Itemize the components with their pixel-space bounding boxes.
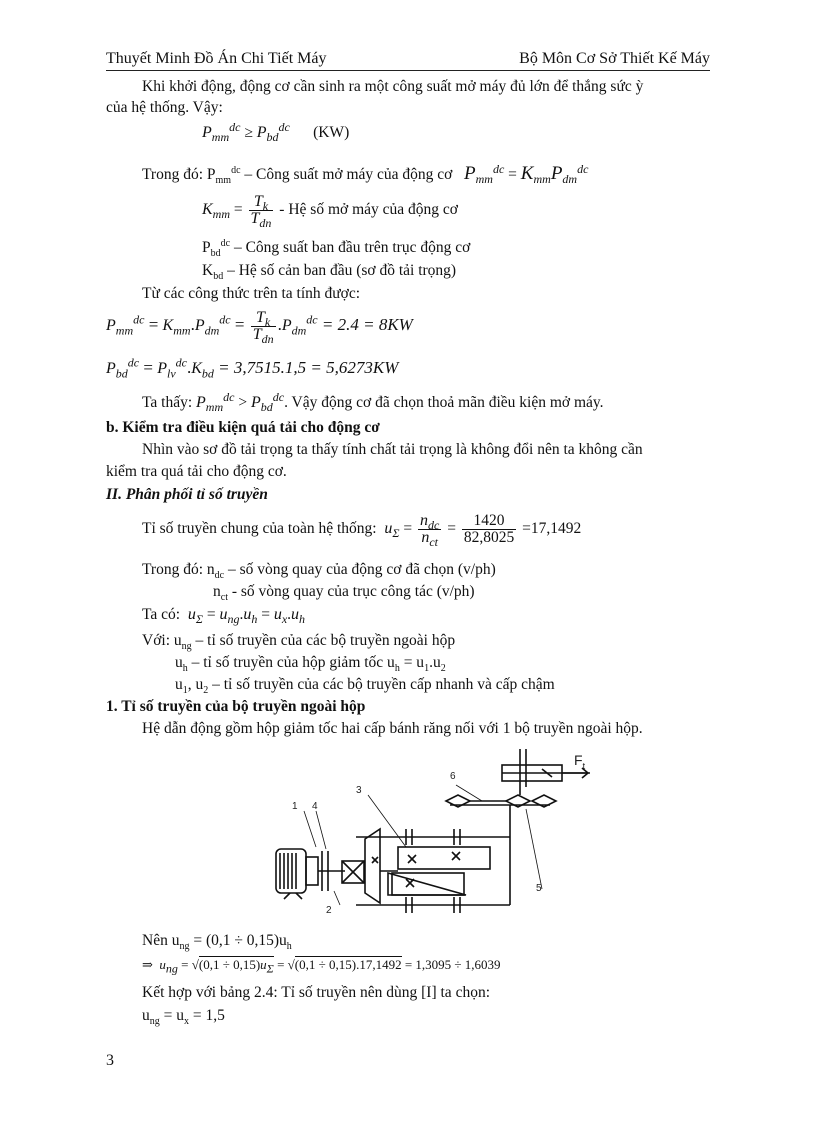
para1-line2: của hệ thống. Vậy: — [106, 99, 223, 116]
label-6: 6 — [450, 771, 456, 782]
final-line: $u_{ng} = u_x = 1,5$ — [142, 1007, 225, 1028]
where-nct: $n_{ct}$ - số vòng quay của trục công tác (v/ph) — [213, 583, 475, 604]
voi-ung: Với: $u_{ng}$ – tỉ số truyền của các bộ truyền ngoài hộp — [142, 632, 456, 653]
kbd-line: $K_{bd}$ – Hệ số cản ban đầu (sơ đồ tải trọng) — [202, 262, 457, 283]
calc-intro: Từ các công thức trên ta tính được: — [142, 285, 361, 302]
force-label: $F_t$ — [574, 752, 586, 771]
where-pmm: Trong đó: $P_{mm}^{dc}$ – Công suất mở máy của động cơ $P_{mm}^{dc} = K_{mm}P_{dm}^{dc}$ — [142, 161, 589, 187]
label-1: 1 — [292, 801, 298, 812]
taco-line: Ta có: $u_\Sigma = u_{ng}.u_h = u_x.u_h$ — [142, 606, 306, 627]
conclusion: Ta thấy: $P_{mm}^{dc} > P_{bd}^{dc}$. Vậy động cơ đã chọn thoả mãn điều kiện mở máy. — [142, 389, 604, 415]
ratio-line: Tỉ số truyền chung của toàn hệ thống: $u_\Sigma$ = $\frac{n_{dc}}{n_{ct}}$ = $\frac{1420}{82,8025}$ =17,1492 — [142, 511, 582, 550]
section-b-line2: kiểm tra quá tải cho động cơ. — [106, 463, 287, 480]
ketop-line: Kết hợp với bảng 2.4: Tỉ số truyền nên dùng [I] ta chọn: — [142, 984, 491, 1001]
section-b-line1: Nhìn vào sơ đồ tải trọng ta thấy tính chất tải trọng là không đổi nên ta không cần — [142, 441, 643, 458]
equation-1: $P_{mm}^{dc} \ge P_{bd}^{dc}$ (KW) — [202, 119, 350, 145]
label-2: 2 — [326, 905, 332, 916]
section-1-line1: Hệ dẫn động gồm hộp giảm tốc hai cấp bánh răng nối với 1 bộ truyền ngoài hộp. — [142, 720, 643, 737]
header-left: Thuyết Minh Đồ Án Chi Tiết Máy — [106, 50, 327, 67]
section-ii-title: II. Phân phối tỉ số truyền — [106, 486, 268, 503]
where-ndc: Trong đó: $n_{dc}$ – số vòng quay của động cơ đã chọn (v/ph) — [142, 561, 496, 582]
calc-1: $P_{mm}^{dc} = K_{mm}.P_{dm}^{dc}$ = $\frac{T_k}{T_{dn}}$ $.P_{dm}^{dc} = 2.4 = 8KW$ — [106, 308, 413, 346]
label-3: 3 — [356, 785, 362, 796]
sqrt-line: ⇒ $u_{ng} = √(0,1 \div 0,15)u_\Sigma = √(0,1 \div 0,15).17,1492 = 1,3095 \div 1,6039$ — [142, 957, 501, 976]
uh-line: $u_h$ – tỉ số truyền của hộp giảm tốc $u_h = u_1.u_2$ — [175, 654, 446, 675]
section-b-title: b. Kiểm tra điều kiện quá tải cho động cơ — [106, 419, 380, 436]
eq1-unit: (KW) — [313, 124, 350, 141]
page-number: 3 — [106, 1052, 114, 1069]
calc-2: $P_{bd}^{dc} = P_{lv}^{dc}.K_{bd} = 3,7515.1,5 = 5,6273KW$ — [106, 355, 399, 381]
page-header — [106, 50, 710, 71]
u12-line: $u_1$, $u_2$ – tỉ số truyền của các bộ truyền cấp nhanh và cấp chậm — [175, 676, 555, 697]
header-right: Bộ Môn Cơ Sở Thiết Kế Máy — [519, 50, 710, 67]
pbd-line: $P_{bd}^{dc}$ – Công suất ban đầu trên trục động cơ — [202, 237, 471, 260]
section-1-title: 1. Tỉ số truyền của bộ truyền ngoài hộp — [106, 698, 366, 715]
drive-diagram — [270, 745, 600, 925]
label-4: 4 — [312, 801, 318, 812]
kmm-line: $K_{mm}$ = $\frac{T_k}{T_{dn}}$ - Hệ số mở máy của động cơ — [202, 192, 458, 231]
nen-line: Nên $u_{ng} = (0,1 \div 0,15)u_h$ — [142, 932, 292, 953]
para1-line1: Khi khởi động, động cơ cần sinh ra một công suất mở máy đủ lớn để thắng sức ỳ — [142, 78, 644, 95]
label-5: 5 — [536, 883, 542, 894]
